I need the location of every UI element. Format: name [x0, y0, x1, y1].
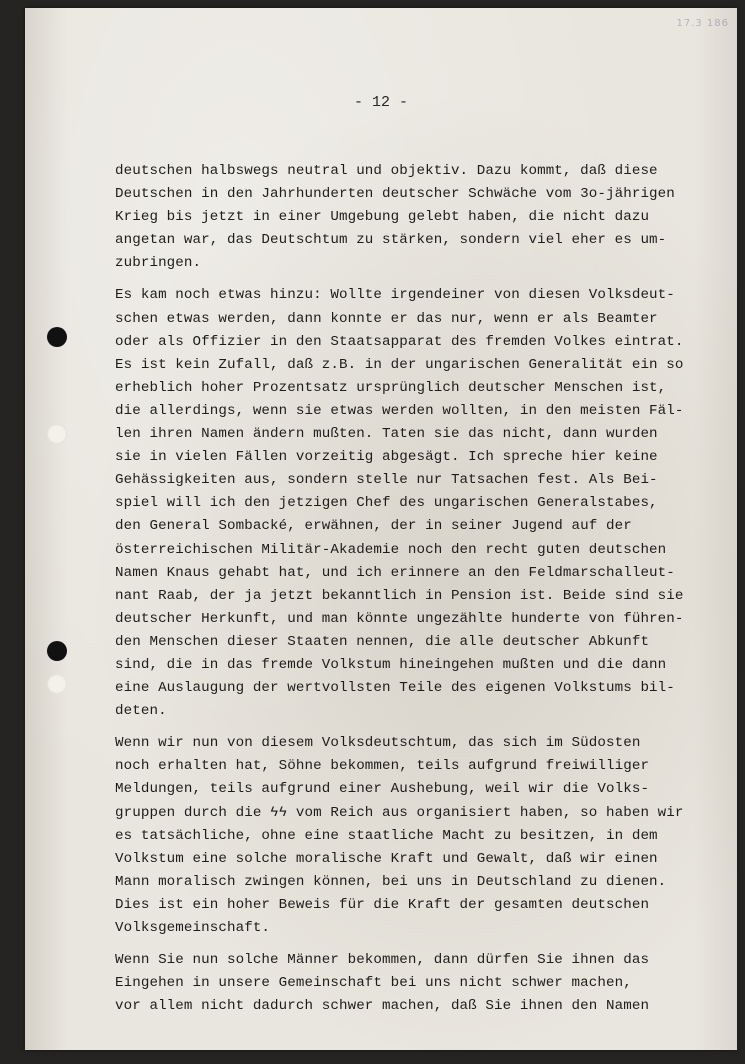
text-line: Volksgemeinschaft.	[115, 920, 271, 936]
text-line: spiel will ich den jetzigen Chef des ungarischen Generalstabes,	[115, 495, 658, 512]
text-line: eine Auslaugung der wertvollsten Teile des eigenen Volkstums bil-	[115, 680, 675, 697]
text-line: erheblich hoher Prozentsatz ursprünglich deutscher Menschen ist,	[115, 379, 667, 396]
paragraph-gap	[115, 940, 737, 949]
text-line: Eingehen in unsere Gemeinschaft bei uns nicht schwer machen,	[115, 975, 632, 992]
text-line: nant Raab, der ja jetzt bekanntlich in Pension ist. Beide sind sie	[115, 587, 684, 604]
text-line: deutscher Herkunft, und man könnte ungezählte hunderte von führen-	[115, 610, 684, 627]
document-page	[25, 8, 737, 1050]
paragraph-gap	[115, 275, 737, 284]
text-line: Namen Knaus gehabt hat, und ich erinnere an den Feldmarschalleut-	[115, 564, 675, 581]
text-line: den Menschen dieser Staaten nennen, die alle deutscher Abkunft	[115, 633, 650, 650]
body-text	[115, 160, 737, 1018]
text-line: österreichischen Militär-Akademie noch den recht guten deutschen	[115, 541, 667, 558]
archive-mark: 17.3 186	[676, 18, 729, 29]
page-number: - 12 -	[353, 94, 408, 111]
text-line: Deutschen in den Jahrhunderten deutscher Schwäche vom 3o-jährigen	[115, 186, 675, 203]
text-line: Es kam noch etwas hinzu: Wollte irgendeiner von diesen Volksdeut-	[115, 287, 675, 304]
text-line: vor allem nicht dadurch schwer machen, daß Sie ihnen den Namen	[115, 998, 650, 1015]
paragraph	[115, 732, 737, 940]
text-line: Meldungen, teils aufgrund einer Aushebung, weil wir die Volks-	[115, 781, 650, 798]
text-line: den General Sombacké, erwähnen, der in seiner Jugend auf der	[115, 518, 632, 535]
text-line: len ihren Namen ändern mußten. Taten sie das nicht, dann wurden	[115, 426, 658, 443]
punch-hole	[47, 641, 67, 661]
punch-hole	[47, 327, 67, 347]
text-line: angetan war, das Deutschtum zu stärken, sondern viel eher es um-	[115, 232, 667, 249]
text-line: sie in vielen Fällen vorzeitig abgesägt. Ich spreche hier keine	[115, 449, 658, 466]
text-line: gruppen durch die ϟϟ vom Reich aus organisiert haben, so haben wir	[115, 804, 684, 821]
text-line: sind, die in das fremde Volkstum hineingehen mußten und die dann	[115, 656, 667, 673]
punch-hole	[47, 424, 67, 444]
text-line: deten.	[115, 703, 167, 720]
text-line: Dies ist ein hoher Beweis für die Kraft der gesamten deutschen	[115, 896, 650, 913]
text-line: oder als Offizier in den Staatsapparat des fremden Volkes eintrat.	[115, 333, 684, 350]
text-line: Wenn wir nun von diesem Volksdeutschtum, das sich im Südosten	[115, 735, 641, 752]
text-line: noch erhalten hat, Söhne bekommen, teils aufgrund freiwilliger	[115, 758, 650, 775]
paragraph	[115, 160, 737, 275]
punch-hole	[47, 674, 67, 694]
text-line: Es ist kein Zufall, daß z.B. in der ungarischen Generalität ein so	[115, 356, 684, 373]
text-line: Volkstum eine solche moralische Kraft und Gewalt, daß wir einen	[115, 850, 658, 867]
paragraph-gap	[115, 723, 737, 732]
text-line: schen etwas werden, dann konnte er das nur, wenn er als Beamter	[115, 310, 658, 327]
text-line: Krieg bis jetzt in einer Umgebung gelebt haben, die nicht dazu	[115, 209, 650, 226]
paragraph	[115, 284, 737, 723]
text-line: zubringen.	[115, 255, 202, 272]
text-line: Gehässigkeiten aus, sondern stelle nur Tatsachen fest. Als Bei-	[115, 472, 658, 489]
text-line: Wenn Sie nun solche Männer bekommen, dann dürfen Sie ihnen das	[115, 952, 650, 969]
paragraph	[115, 949, 737, 1018]
text-line: deutschen halbswegs neutral und objektiv. Dazu kommt, daß diese	[115, 163, 658, 179]
text-line: es tatsächliche, ohne eine staatliche Macht zu besitzen, in dem	[115, 827, 658, 844]
text-line: Mann moralisch zwingen können, bei uns in Deutschland zu dienen.	[115, 873, 667, 890]
text-line: die allerdings, wenn sie etwas werden wollten, in den meisten Fäl-	[115, 402, 684, 419]
